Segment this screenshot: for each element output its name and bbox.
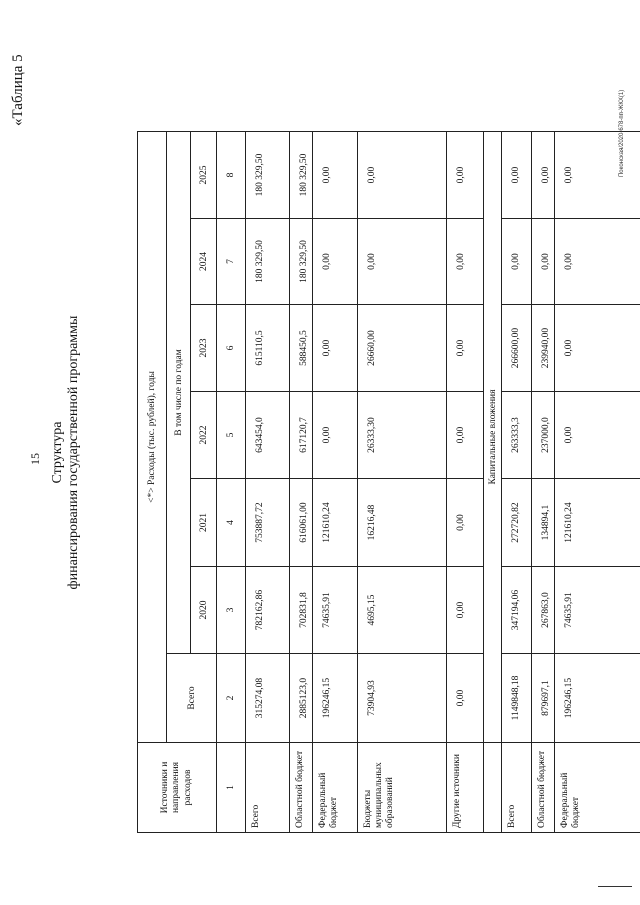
header-source: Источники и направления расходов xyxy=(138,743,217,833)
row-value: 782162,86 xyxy=(246,567,290,654)
row-value: 0,00 xyxy=(447,567,484,654)
page-subtitle: финансирования государственной программы xyxy=(66,315,81,590)
row-label: Областной бюджет xyxy=(532,743,555,833)
row-label: Всего xyxy=(502,743,532,833)
row-value: 702831,8 xyxy=(290,567,313,654)
column-number: 5 xyxy=(217,392,246,479)
file-code: Поконская/2020-678-пп-ЖКХ(1) xyxy=(619,89,625,177)
row-value: 180 329,50 xyxy=(290,219,313,305)
row-value: 0,00 xyxy=(313,392,358,479)
row-value: 0,00 xyxy=(313,305,358,392)
column-number: 7 xyxy=(217,219,246,305)
header-total: Всего xyxy=(167,654,217,743)
row-value: 0,00 xyxy=(502,219,532,305)
header-expenses: <*> Расходы (тыс. рублей), годы xyxy=(138,132,167,743)
row-value: 0,00 xyxy=(447,392,484,479)
row-value: 879697,1 xyxy=(532,654,555,743)
table-row xyxy=(246,132,290,833)
row-value: 315274,08 xyxy=(246,654,290,743)
row-value: 266600,00 xyxy=(502,305,532,392)
row-value: 615110,5 xyxy=(246,305,290,392)
row-label: Всего xyxy=(246,743,290,833)
row-value: 16216,48 xyxy=(358,479,447,567)
row-value: 74635,91 xyxy=(555,567,640,654)
row-value: 0,00 xyxy=(447,305,484,392)
header-year: 2024 xyxy=(191,219,217,305)
page-title: Структура xyxy=(50,421,65,484)
table-row xyxy=(358,132,447,833)
row-value: 0,00 xyxy=(502,132,532,219)
column-number: 3 xyxy=(217,567,246,654)
row-value: 0,00 xyxy=(313,132,358,219)
header-year: 2021 xyxy=(191,479,217,567)
header-by-years: В том числе по годам xyxy=(167,132,191,654)
row-value: 616061,00 xyxy=(290,479,313,567)
section-title: Капитальные вложения xyxy=(484,132,502,743)
row-value: 347194,06 xyxy=(502,567,532,654)
row-value: 0,00 xyxy=(555,305,640,392)
row-value: 196246,15 xyxy=(313,654,358,743)
page-number: 15 xyxy=(28,453,42,465)
header-year: 2022 xyxy=(191,392,217,479)
column-number: 4 xyxy=(217,479,246,567)
row-value: 643454,0 xyxy=(246,392,290,479)
column-number: 6 xyxy=(217,305,246,392)
row-value: 1149848,18 xyxy=(502,654,532,743)
table-label: «Таблица 5 xyxy=(10,54,26,126)
row-value: 26333,30 xyxy=(358,392,447,479)
row-value: 237000,0 xyxy=(532,392,555,479)
row-value: 134894,1 xyxy=(532,479,555,567)
row-value: 0,00 xyxy=(555,392,640,479)
row-value: 753887,72 xyxy=(246,479,290,567)
row-value: 0,00 xyxy=(358,132,447,219)
table-row xyxy=(447,132,484,833)
row-value: 4695,15 xyxy=(358,567,447,654)
row-value: 0,00 xyxy=(447,132,484,219)
column-number: 2 xyxy=(217,654,246,743)
row-value: 263333,3 xyxy=(502,392,532,479)
table-row xyxy=(555,132,640,833)
row-label: Федеральный бюджет xyxy=(313,743,358,833)
row-value: 0,00 xyxy=(555,132,640,219)
row-label: Областной бюджет xyxy=(290,743,313,833)
column-number: 1 xyxy=(217,743,246,833)
table-row xyxy=(502,132,532,833)
row-value: 0,00 xyxy=(555,219,640,305)
row-value: 267863,0 xyxy=(532,567,555,654)
row-value: 0,00 xyxy=(358,219,447,305)
header-year: 2023 xyxy=(191,305,217,392)
financing-table xyxy=(137,131,640,833)
row-value: 0,00 xyxy=(532,132,555,219)
row-value: 0,00 xyxy=(532,219,555,305)
row-value: 121610,24 xyxy=(555,479,640,567)
margin-line xyxy=(598,886,632,887)
row-value: 0,00 xyxy=(313,219,358,305)
row-value: 2885123,0 xyxy=(290,654,313,743)
row-value: 180 329,50 xyxy=(246,219,290,305)
row-label: Другие источники xyxy=(447,743,484,833)
row-value: 196246,15 xyxy=(555,654,640,743)
table-row xyxy=(532,132,555,833)
row-value: 74635,91 xyxy=(313,567,358,654)
row-value: 73904,93 xyxy=(358,654,447,743)
row-value: 0,00 xyxy=(447,219,484,305)
row-value: 272720,82 xyxy=(502,479,532,567)
row-label: Бюджеты муниципальных образований xyxy=(358,743,447,833)
row-value: 0,00 xyxy=(447,654,484,743)
row-value: 121610,24 xyxy=(313,479,358,567)
row-value: 180 329,50 xyxy=(246,132,290,219)
row-value: 617120,7 xyxy=(290,392,313,479)
table-row xyxy=(290,132,313,833)
column-number: 8 xyxy=(217,132,246,219)
row-value: 239940,00 xyxy=(532,305,555,392)
row-value: 26660,00 xyxy=(358,305,447,392)
table-row xyxy=(313,132,358,833)
header-year: 2025 xyxy=(191,132,217,219)
row-value: 588450,5 xyxy=(290,305,313,392)
row-value: 0,00 xyxy=(447,479,484,567)
row-label: Федеральный бюджет xyxy=(555,743,640,833)
header-year: 2020 xyxy=(191,567,217,654)
section-row xyxy=(484,132,502,833)
row-value: 180 329,50 xyxy=(290,132,313,219)
